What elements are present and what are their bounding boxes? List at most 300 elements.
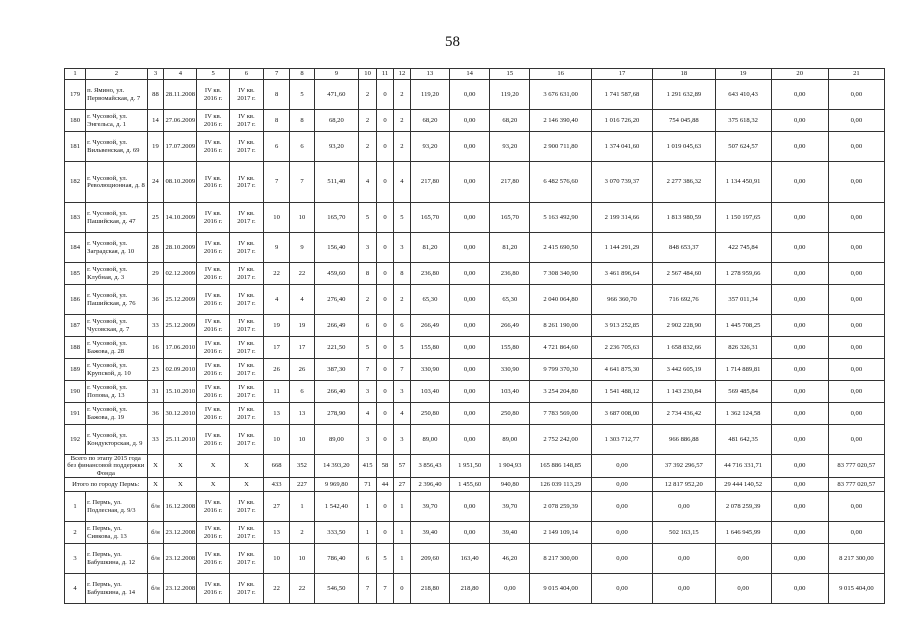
table-cell: 0: [377, 162, 394, 203]
table-cell: IV кв. 2017 г.: [230, 492, 264, 522]
table-cell: 8: [359, 263, 377, 285]
table-cell: 2 040 064,80: [530, 285, 591, 315]
table-cell: 1 541 488,12: [591, 381, 652, 403]
table-cell: 5: [359, 203, 377, 233]
table-cell: 4 721 864,60: [530, 337, 591, 359]
table-row: [65, 285, 885, 315]
total-cell: 352: [290, 455, 314, 478]
table-cell: 2 415 690,50: [530, 233, 591, 263]
table-cell: IV кв. 2017 г.: [230, 425, 264, 455]
table-cell: 7: [359, 574, 377, 604]
table-cell: 2: [65, 522, 86, 544]
table-cell: IV кв. 2017 г.: [230, 263, 264, 285]
table-cell: 0: [377, 403, 394, 425]
table-cell: 103,40: [490, 381, 530, 403]
table-cell: 0,00: [490, 574, 530, 604]
table-cell: 2 149 109,14: [530, 522, 591, 544]
table-cell: 0,00: [828, 522, 884, 544]
table-cell: 643 410,43: [715, 80, 771, 110]
table-cell: 0,00: [715, 574, 771, 604]
table-cell: 68,20: [314, 110, 358, 132]
table-cell: 3 676 631,00: [530, 80, 591, 110]
table-cell: 0,00: [828, 162, 884, 203]
table-cell: 0,00: [828, 337, 884, 359]
table-cell: 0,00: [450, 110, 490, 132]
table-cell: 826 326,31: [715, 337, 771, 359]
table-cell: 0,00: [591, 574, 652, 604]
table-cell: 507 624,57: [715, 132, 771, 162]
total-cell: X: [164, 478, 197, 492]
table-cell: 8: [263, 80, 289, 110]
table-cell: IV кв. 2017 г.: [230, 233, 264, 263]
table-cell: 16: [147, 337, 164, 359]
table-cell: 3: [359, 233, 377, 263]
table-cell: 28.10.2009: [164, 233, 197, 263]
column-number: 15: [490, 69, 530, 80]
table-cell: 0,00: [771, 132, 828, 162]
table-cell: 0,00: [771, 492, 828, 522]
table-cell: 2: [393, 132, 410, 162]
table-cell: 14: [147, 110, 164, 132]
table-cell: 68,20: [490, 110, 530, 132]
table-cell: 156,40: [314, 233, 358, 263]
table-cell: 266,40: [314, 381, 358, 403]
total-row: [65, 478, 885, 492]
table-cell: 8: [290, 110, 314, 132]
table-row: [65, 522, 885, 544]
column-number: 17: [591, 69, 652, 80]
column-number: 13: [410, 69, 449, 80]
table-cell: 2 277 386,32: [653, 162, 715, 203]
table-cell: 81,20: [490, 233, 530, 263]
table-cell: 2: [359, 285, 377, 315]
total-cell: 668: [263, 455, 289, 478]
table-cell: 3 070 739,37: [591, 162, 652, 203]
column-number: 4: [164, 69, 197, 80]
table-cell: 0,00: [771, 315, 828, 337]
table-cell: 0,00: [450, 337, 490, 359]
table-cell: 1 150 197,65: [715, 203, 771, 233]
table-row: [65, 381, 885, 403]
table-cell: 7: [393, 359, 410, 381]
table-cell: 10: [263, 544, 289, 574]
table-cell: 25.11.2010: [164, 425, 197, 455]
total-cell: X: [147, 478, 164, 492]
table-cell: 848 653,37: [653, 233, 715, 263]
table-cell: 190: [65, 381, 86, 403]
table-cell: IV кв. 2016 г.: [197, 80, 230, 110]
table-cell: 1 016 726,20: [591, 110, 652, 132]
table-cell: 1: [359, 522, 377, 544]
table-cell: 1 445 708,25: [715, 315, 771, 337]
table-cell: 0,00: [828, 315, 884, 337]
table-row: [65, 110, 885, 132]
table-cell: 0,00: [715, 544, 771, 574]
total-cell: 940,80: [490, 478, 530, 492]
table-cell: 10: [290, 425, 314, 455]
table-cell: 39,70: [490, 492, 530, 522]
table-cell: 5: [393, 337, 410, 359]
table-cell: 3: [359, 425, 377, 455]
address-cell: г. Пермь, ул. Бабушкина, д. 14: [86, 574, 147, 604]
table-cell: 119,20: [490, 80, 530, 110]
table-cell: 0,00: [828, 263, 884, 285]
table-row: [65, 403, 885, 425]
table-cell: 1 714 889,81: [715, 359, 771, 381]
table-cell: 0,00: [771, 425, 828, 455]
table-cell: б/н: [147, 492, 164, 522]
column-number: 9: [314, 69, 358, 80]
table-cell: 5: [290, 80, 314, 110]
total-cell: 415: [359, 455, 377, 478]
table-cell: 1 291 632,89: [653, 80, 715, 110]
table-cell: 25: [147, 203, 164, 233]
table-cell: 1 658 832,66: [653, 337, 715, 359]
address-cell: г. Чусовой, ул. Пашийская, д. 76: [86, 285, 147, 315]
column-number: 10: [359, 69, 377, 80]
table-cell: 11: [263, 381, 289, 403]
table-cell: 7 308 340,90: [530, 263, 591, 285]
total-cell: 433: [263, 478, 289, 492]
total-cell: 0,00: [771, 478, 828, 492]
total-cell: 2 396,40: [410, 478, 449, 492]
total-cell: 1 455,60: [450, 478, 490, 492]
table-cell: 17: [290, 337, 314, 359]
table-cell: 184: [65, 233, 86, 263]
address-cell: г. Чусовой, ул. Заградская, д. 10: [86, 233, 147, 263]
table-cell: 16.12.2008: [164, 492, 197, 522]
total-cell: 0,00: [591, 455, 652, 478]
table-cell: 330,90: [410, 359, 449, 381]
table-cell: б/н: [147, 574, 164, 604]
table-cell: 6: [359, 544, 377, 574]
table-cell: 511,40: [314, 162, 358, 203]
table-cell: 0: [393, 574, 410, 604]
table-cell: 13: [290, 403, 314, 425]
table-cell: 1 374 041,60: [591, 132, 652, 162]
table-cell: 266,49: [490, 315, 530, 337]
table-cell: 9 799 370,30: [530, 359, 591, 381]
total-cell: 29 444 140,52: [715, 478, 771, 492]
table-cell: 1 646 945,99: [715, 522, 771, 544]
table-cell: IV кв. 2017 г.: [230, 359, 264, 381]
address-cell: г. Пермь, ул. Сивкова, д. 13: [86, 522, 147, 544]
total-cell: X: [147, 455, 164, 478]
table-cell: 5: [377, 544, 394, 574]
table-cell: 14.10.2009: [164, 203, 197, 233]
table-cell: 786,40: [314, 544, 358, 574]
column-number: 3: [147, 69, 164, 80]
table-cell: 81,20: [410, 233, 449, 263]
table-cell: 24: [147, 162, 164, 203]
table-cell: 0: [377, 359, 394, 381]
table-cell: IV кв. 2016 г.: [197, 381, 230, 403]
table-cell: 1 134 450,91: [715, 162, 771, 203]
column-number: 18: [653, 69, 715, 80]
table-cell: 422 745,84: [715, 233, 771, 263]
total-cell: 227: [290, 478, 314, 492]
address-cell: г. Чусовой, ул. Революционная, д. 8: [86, 162, 147, 203]
table-cell: 39,70: [410, 492, 449, 522]
column-number: 8: [290, 69, 314, 80]
table-cell: 217,80: [490, 162, 530, 203]
table-cell: 3: [359, 381, 377, 403]
table-cell: 7: [359, 359, 377, 381]
table-cell: 192: [65, 425, 86, 455]
table-cell: 8 217 300,00: [828, 544, 884, 574]
table-cell: 3 442 605,19: [653, 359, 715, 381]
table-cell: 65,30: [410, 285, 449, 315]
table-cell: 103,40: [410, 381, 449, 403]
data-table: [64, 68, 885, 604]
column-number: 12: [393, 69, 410, 80]
table-cell: 163,40: [450, 544, 490, 574]
table-cell: 2 752 242,00: [530, 425, 591, 455]
table-cell: IV кв. 2016 г.: [197, 522, 230, 544]
table-cell: 0,00: [828, 110, 884, 132]
table-cell: 1 019 045,63: [653, 132, 715, 162]
table-cell: 27.06.2009: [164, 110, 197, 132]
table-cell: 93,20: [314, 132, 358, 162]
address-cell: г. Чусовой, ул. Клубная, д. 3: [86, 263, 147, 285]
table-cell: 13: [263, 403, 289, 425]
table-cell: 30.12.2010: [164, 403, 197, 425]
table-cell: 10: [290, 203, 314, 233]
column-number: 11: [377, 69, 394, 80]
table-cell: IV кв. 2017 г.: [230, 522, 264, 544]
table-cell: 180: [65, 110, 86, 132]
header-row: [65, 69, 885, 80]
table-row: [65, 544, 885, 574]
table-cell: 5 163 492,90: [530, 203, 591, 233]
table-cell: 1 741 587,68: [591, 80, 652, 110]
table-cell: IV кв. 2016 г.: [197, 425, 230, 455]
table-cell: 4: [263, 285, 289, 315]
table-cell: 333,50: [314, 522, 358, 544]
table-cell: 89,00: [314, 425, 358, 455]
table-cell: 0: [377, 337, 394, 359]
total-cell: 83 777 020,57: [828, 478, 884, 492]
table-cell: 0,00: [828, 233, 884, 263]
table-cell: 0,00: [771, 337, 828, 359]
table-cell: 0: [377, 132, 394, 162]
table-cell: 9: [263, 233, 289, 263]
total-cell: 3 856,43: [410, 455, 449, 478]
table-cell: 185: [65, 263, 86, 285]
total-cell: X: [230, 478, 264, 492]
table-cell: 93,20: [490, 132, 530, 162]
table-cell: 754 045,88: [653, 110, 715, 132]
table-cell: 155,80: [490, 337, 530, 359]
table-cell: 218,80: [410, 574, 449, 604]
table-cell: 9 015 404,00: [828, 574, 884, 604]
table-cell: 179: [65, 80, 86, 110]
table-cell: 3: [393, 233, 410, 263]
table-cell: IV кв. 2017 г.: [230, 132, 264, 162]
table-cell: 0,00: [450, 315, 490, 337]
table-cell: 10: [263, 203, 289, 233]
table-cell: 25.12.2009: [164, 285, 197, 315]
table-cell: 1: [393, 492, 410, 522]
table-cell: IV кв. 2017 г.: [230, 381, 264, 403]
table-cell: 1 362 124,58: [715, 403, 771, 425]
table-cell: 0,00: [450, 359, 490, 381]
table-cell: 0,00: [771, 80, 828, 110]
table-cell: IV кв. 2016 г.: [197, 359, 230, 381]
address-cell: г. Пермь, ул. Подлесная, д. 9/3: [86, 492, 147, 522]
table-cell: 36: [147, 285, 164, 315]
table-cell: 1 143 230,84: [653, 381, 715, 403]
total-cell: 1 904,93: [490, 455, 530, 478]
table-cell: 0,00: [450, 403, 490, 425]
table-cell: 0: [377, 110, 394, 132]
table-cell: 8: [263, 110, 289, 132]
table-cell: IV кв. 2016 г.: [197, 544, 230, 574]
total-cell: 71: [359, 478, 377, 492]
table-cell: 2 900 711,80: [530, 132, 591, 162]
table-cell: 0,00: [450, 203, 490, 233]
table-cell: 2: [359, 110, 377, 132]
table-cell: 966 886,88: [653, 425, 715, 455]
table-cell: 1 303 712,77: [591, 425, 652, 455]
total-label: Всего по этапу 2015 года без финансовой поддержки Фонда: [65, 455, 148, 478]
table-cell: 330,90: [490, 359, 530, 381]
table-cell: IV кв. 2017 г.: [230, 162, 264, 203]
table-cell: 189: [65, 359, 86, 381]
table-cell: 3: [393, 381, 410, 403]
table-cell: 0,00: [771, 359, 828, 381]
table-cell: 165,70: [314, 203, 358, 233]
table-cell: 0,00: [771, 403, 828, 425]
total-cell: 44 716 331,71: [715, 455, 771, 478]
table-cell: 387,30: [314, 359, 358, 381]
table-cell: 217,80: [410, 162, 449, 203]
table-cell: 0,00: [450, 263, 490, 285]
table-cell: IV кв. 2016 г.: [197, 263, 230, 285]
table-cell: 7: [377, 574, 394, 604]
table-cell: 0,00: [828, 203, 884, 233]
total-cell: X: [164, 455, 197, 478]
table-cell: 0,00: [828, 132, 884, 162]
table-cell: 0,00: [771, 381, 828, 403]
table-cell: 5: [359, 337, 377, 359]
table-cell: б/н: [147, 522, 164, 544]
table-cell: 28.11.2008: [164, 80, 197, 110]
column-number: 20: [771, 69, 828, 80]
table-cell: 22: [290, 574, 314, 604]
table-row: [65, 574, 885, 604]
table-cell: 23.12.2008: [164, 544, 197, 574]
table-cell: 68,20: [410, 110, 449, 132]
table-cell: 17: [263, 337, 289, 359]
table-cell: 23.12.2008: [164, 522, 197, 544]
page-number: 58: [445, 34, 460, 50]
table-cell: 93,20: [410, 132, 449, 162]
table-cell: 0,00: [771, 522, 828, 544]
table-row: [65, 315, 885, 337]
table-cell: 165,70: [490, 203, 530, 233]
table-cell: 0,00: [771, 285, 828, 315]
table-cell: 165,70: [410, 203, 449, 233]
table-cell: 2: [359, 132, 377, 162]
table-cell: 89,00: [490, 425, 530, 455]
table-cell: 6: [290, 132, 314, 162]
table-cell: 02.12.2009: [164, 263, 197, 285]
table-cell: 6 482 576,60: [530, 162, 591, 203]
table-cell: 19: [263, 315, 289, 337]
total-cell: X: [197, 478, 230, 492]
table-cell: 481 642,35: [715, 425, 771, 455]
table-row: [65, 492, 885, 522]
table-cell: 0,00: [591, 522, 652, 544]
table-cell: 5: [393, 203, 410, 233]
address-cell: г. Чусовой, ул. Бажова, д. 28: [86, 337, 147, 359]
table-cell: 266,49: [314, 315, 358, 337]
table-cell: 181: [65, 132, 86, 162]
table-cell: 8: [393, 263, 410, 285]
table-cell: 0,00: [450, 381, 490, 403]
table-cell: 17.07.2009: [164, 132, 197, 162]
table-row: [65, 337, 885, 359]
table-cell: 1: [65, 492, 86, 522]
total-cell: 83 777 020,57: [828, 455, 884, 478]
table-cell: 0: [377, 233, 394, 263]
table-cell: IV кв. 2017 г.: [230, 544, 264, 574]
table-cell: 28: [147, 233, 164, 263]
table-cell: 191: [65, 403, 86, 425]
table-cell: 0,00: [771, 110, 828, 132]
table-cell: 471,60: [314, 80, 358, 110]
address-cell: г. Чусовой, ул. Пашийская, д. 47: [86, 203, 147, 233]
table-cell: 0,00: [450, 492, 490, 522]
table-row: [65, 162, 885, 203]
address-cell: г. Чусовой, ул. Чусовская, д. 7: [86, 315, 147, 337]
column-number: 1: [65, 69, 86, 80]
table-cell: 716 692,76: [653, 285, 715, 315]
table-cell: 357 011,34: [715, 285, 771, 315]
table-cell: 10: [290, 544, 314, 574]
table-cell: 3 461 896,64: [591, 263, 652, 285]
table-cell: 7: [290, 162, 314, 203]
table-cell: 0,00: [828, 80, 884, 110]
table-cell: 3 254 204,80: [530, 381, 591, 403]
table-cell: 183: [65, 203, 86, 233]
table-cell: 8 261 190,00: [530, 315, 591, 337]
table-cell: 65,30: [490, 285, 530, 315]
table-cell: 966 360,70: [591, 285, 652, 315]
table-cell: 1: [393, 544, 410, 574]
table-cell: 119,20: [410, 80, 449, 110]
table-cell: 3: [393, 425, 410, 455]
table-cell: 19: [147, 132, 164, 162]
address-cell: г. Чусовой, ул. Попова, д. 13: [86, 381, 147, 403]
column-number: 7: [263, 69, 289, 80]
table-cell: 2 078 259,39: [530, 492, 591, 522]
table-cell: 4: [290, 285, 314, 315]
table-row: [65, 359, 885, 381]
address-cell: г. Чусовой, ул. Крупской, д. 10: [86, 359, 147, 381]
table-cell: IV кв. 2016 г.: [197, 110, 230, 132]
table-cell: 1 144 291,29: [591, 233, 652, 263]
table-cell: IV кв. 2016 г.: [197, 574, 230, 604]
total-cell: 0,00: [591, 478, 652, 492]
column-number: 14: [450, 69, 490, 80]
table-cell: IV кв. 2016 г.: [197, 132, 230, 162]
table-cell: 13: [263, 522, 289, 544]
table-cell: 0,00: [828, 403, 884, 425]
table-cell: 0,00: [828, 492, 884, 522]
address-cell: г. Чусовой, ул. Бажова, д. 19: [86, 403, 147, 425]
